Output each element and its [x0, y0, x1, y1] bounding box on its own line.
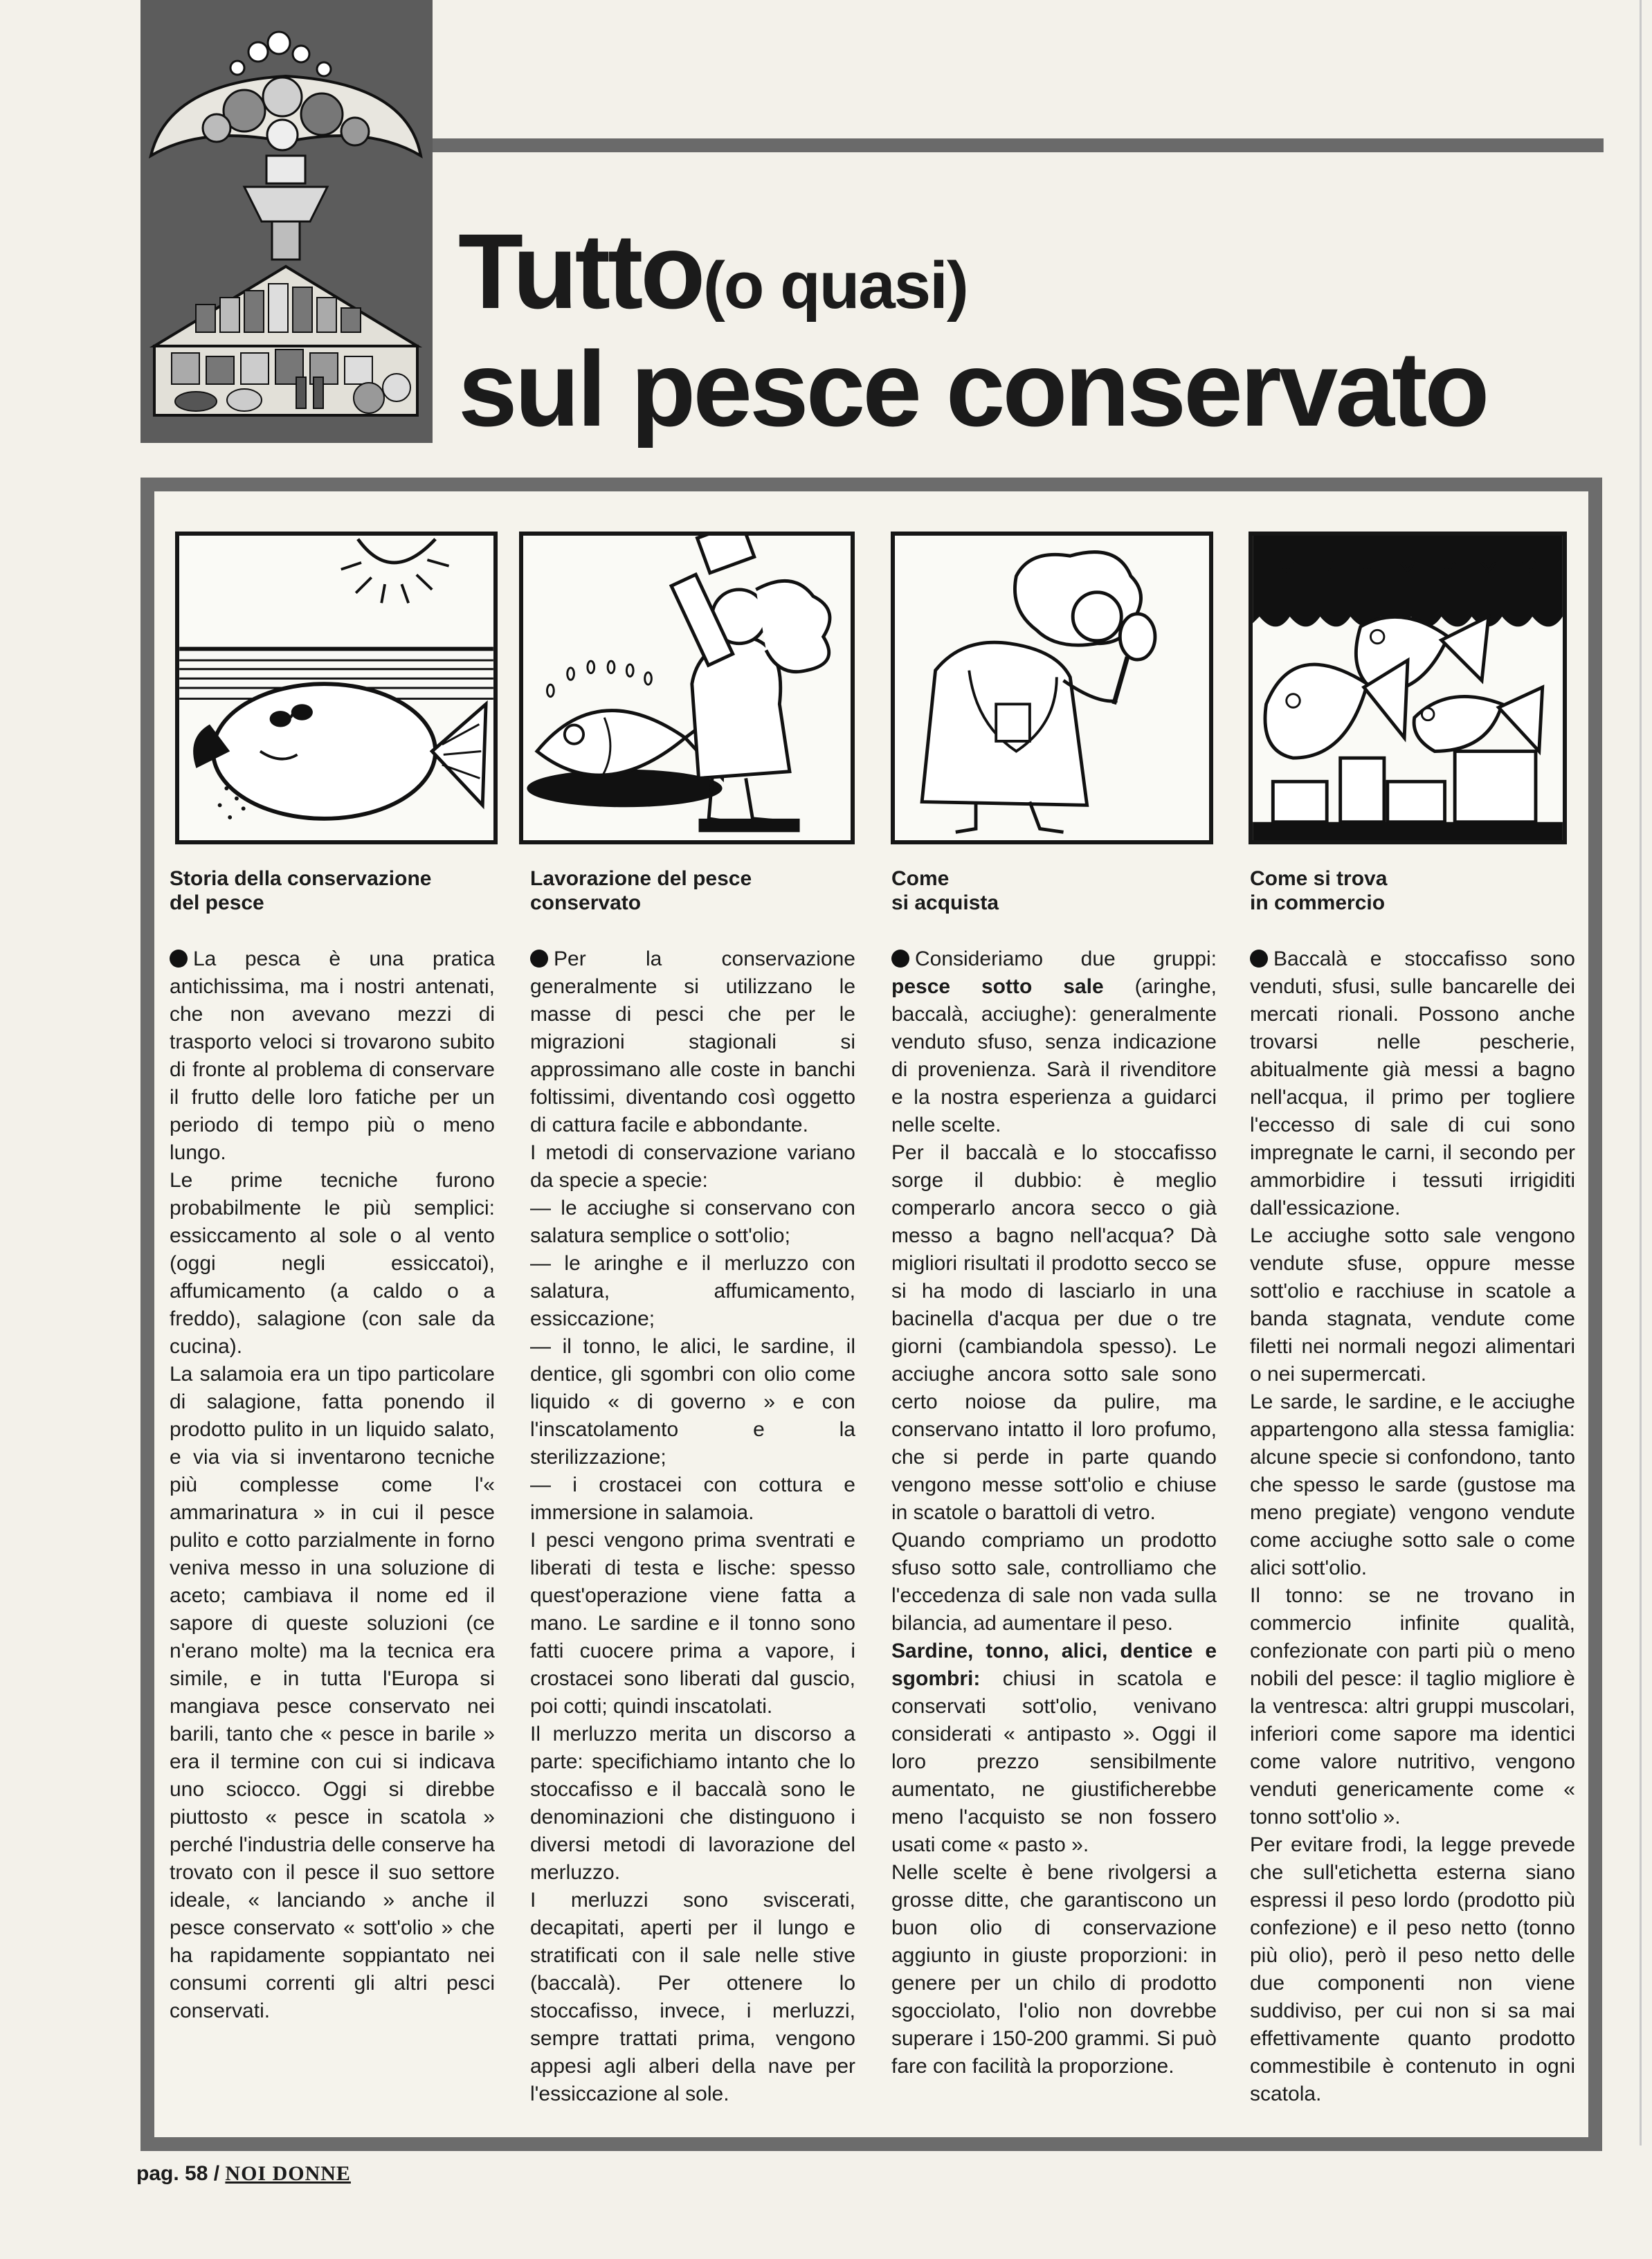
paragraph: — il tonno, le alici, le sardine, il dentice, gli sgombri con olio come liquido « di governo » e con l'inscatolamento e la sterilizzazione; — [530, 1335, 855, 1469]
paragraph: I pesci vengono prima sventrati e liberati di testa e lische: spesso quest'operazione viene fatta a mano. Le sardine e il tonno sono fatti cuocere prima a vapore, i crostacei sono liberati dal guscio, poi cotti; quindi inscatolati. — [530, 1529, 855, 1718]
cartoon-panel-cook-cleaver — [519, 532, 855, 844]
title-word: Tutto — [458, 212, 703, 331]
fruit-bowl-illustration — [140, 0, 433, 443]
column-body — [1250, 945, 1575, 2108]
paragraph: I metodi di conservazione variano da specie a specie: — [530, 1141, 855, 1192]
paragraph: — le aringhe e il merluzzo con salatura, affumicamento, essiccazione; — [530, 1252, 855, 1330]
article-title-line2: sul pesce conservato — [458, 329, 1487, 448]
bullet-icon — [170, 950, 188, 968]
paragraph: Per evitare frodi, la legge prevede che sull'etichetta esterna siano espressi il peso lordo (prodotto più confezione) e il peso netto (tonno più olio), però il peso netto delle due componenti non viene suddiviso, per cui non si sa mai effettivamente quanto prodotto commestibile è contenuto in ogni scatola. — [1250, 1833, 1575, 2105]
title-rule — [433, 138, 1604, 152]
paragraph: — le acciughe si conservano con salatura semplice o sott'olio; — [530, 1197, 855, 1247]
cartoon-panel-sun-fish — [175, 532, 498, 844]
paragraph: Consideriamo due gruppi: pesce sotto sale (aringhe, baccalà, acciughe): generalmente venduto sfuso, senza indicazione di provenienza. Sarà il rivenditore e la nostra esperienza a guidarci nelle scelte. — [891, 947, 1217, 1136]
article-title-line1 — [458, 212, 968, 331]
paragraph: Le acciughe sotto sale vengono vendute sfuse, oppure messe sott'olio e racchiuse in scatole a banda stagnata, vendute come filetti nei normali negozi alimentari o nei supermercati. — [1250, 1224, 1575, 1386]
paragraph: — i crostacei con cottura e immersione in salamoia. — [530, 1473, 855, 1524]
page-edge-line — [1640, 0, 1642, 2145]
paragraph: Le sarde, le sardine, e le acciughe appartengono alla stessa famiglia: alcune specie si confondono, tanto che spesso le sarde (gustose ma meno pregiate) vengono vendute come acciughe sotto sale o come alici sott'olio. — [1250, 1390, 1575, 1579]
cartoon-panel-canned-fish — [1249, 532, 1567, 844]
column-body — [891, 945, 1217, 2080]
bullet-icon — [530, 950, 548, 968]
paragraph: I merluzzi sono sviscerati, decapitati, aperti per il lungo e stratificati con il sale nelle stive (baccalà). Per ottenere lo stoccafisso, invece, i merluzzi, sempre trattati prima, vengono appesi agli alberi della nave per l'essiccazione al sole. — [530, 1889, 855, 2105]
paragraph: La pesca è una pratica antichissima, ma i nostri antenati, che non avevano mezzi di trasporto veloci si trovarono subito di fronte al problema di conservare il frutto delle loro fatiche per un periodo di tempo più o meno lungo. — [170, 947, 495, 1164]
column-heading: Lavorazione del pesce conservato — [530, 867, 752, 914]
fish-and-cans-drawing — [1253, 536, 1563, 840]
column-lavorazione — [530, 867, 855, 2108]
paragraph: Per la conservazione generalmente si utilizzano le masse di pesci che per le migrazioni stagionali si approssimano alle coste in banchi foltissimi, diventando così oggetto di cattura facile e abbondante. — [530, 947, 855, 1136]
sunbathing-fish-drawing — [179, 536, 493, 840]
magazine-name: NOI DONNE — [225, 2162, 351, 2185]
paragraph: Il merluzzo merita un discorso a parte: specifichiamo intanto che lo stoccafisso e il baccalà sono le denominazioni che distinguono i diversi metodi di lavorazione del merluzzo. — [530, 1723, 855, 1884]
column-heading: Storia della conservazione del pesce — [170, 867, 432, 914]
header-illustration — [140, 0, 433, 443]
paragraph: Nelle scelte è bene rivolgersi a grosse ditte, che garantiscono un buon olio di conservazione aggiunto in giuste proporzioni: in genere per un chilo di prodotto sgocciolato, l'olio non dovrebbe superare i 150-200 grammi. Si può fare con facilità la proporzione. — [891, 1861, 1217, 2078]
paragraph: Il tonno: se ne trovano in commercio infinite qualità, confezionate con parti più o meno nobili del pesce: il taglio migliore è la ventresca: altri gruppi muscolari, inferiori come sapore ma identici come valore nutritivo, vengono venduti genericamente come « tonno sott'olio ». — [1250, 1584, 1575, 1829]
column-body — [530, 945, 855, 2108]
page-number: pag. 58 — [136, 2162, 208, 2185]
column-storia — [170, 867, 495, 2025]
cook-cleaning-fish-drawing — [523, 536, 851, 840]
page-footer — [136, 2162, 351, 2186]
column-heading: Come si trova in commercio — [1250, 867, 1388, 914]
paragraph: Sardine, tonno, alici, dentice e sgombri: chiusi in scatola e conservati sott'olio, venivano considerati « antipasto ». Oggi il loro prezzo sensibilmente aumentato, ne giustificherebbe meno l'acquisto se non fossero usati come « pasto ». — [891, 1640, 1217, 1856]
paragraph: Baccalà e stoccafisso sono venduti, sfusi, sulle bancarelle dei mercati rionali. Possono anche trovarsi nelle pescherie, abitualmente già messi a bagno nell'acqua, il primo per togliere l'eccesso di sale di cui sono impregnate le carni, il secondo per ammorbidire i tessuti irrigiditi dall'essicazione. — [1250, 947, 1575, 1219]
column-body — [170, 945, 495, 2025]
column-come-si-trova — [1250, 867, 1575, 2108]
column-heading: Come si acquista — [891, 867, 999, 914]
footer-separator: / — [213, 2162, 220, 2185]
paragraph: La salamoia era un tipo particolare di salagione, fatta ponendo il prodotto pulito in un liquido salato, e via via si inventarono tecniche più complesse come l'« ammarinatura » in cui il pesce pulito e cotto parzialmente in forno veniva messo in una soluzione di aceto; cambiava il nome ed il sapore di queste soluzioni (ce n'erano molte) ma la tecnica era simile, e in tutta l'Europa si mangiava pesce conservato nei barili, tanto che « pesce in barile » era il termine con cui si indicava uno sciocco. Oggi si direbbe piuttosto « pesce in scatola » perché l'industria delle conserve ha trovato con il pesce il suo settore ideale, « lanciando » anche il pesce conservato « sott'olio » che ha rapidamente soppiantato nei consumi correnti gli altri pesci conservati. — [170, 1363, 495, 2022]
woman-inspecting-drawing — [895, 536, 1209, 840]
paragraph: Le prime tecniche furono probabilmente le più semplici: essiccamento al sole o al vento (oggi negli essiccatoi), affumicamento (a caldo o a freddo), salagione (con sale da cucina). — [170, 1169, 495, 1358]
bullet-icon — [1250, 950, 1268, 968]
bullet-icon — [891, 950, 909, 968]
paragraph: Per il baccalà e lo stoccafisso sorge il dubbio: è meglio comperarlo ancora secco o già messo a bagno nell'acqua? Dà migliori risultati il prodotto secco se si ha modo di lasciarlo in una bacinella d'acqua per due o tre giorni (cambiandola spesso). Le acciughe ancora sotto sale sono certo noiose da pulire, ma conservano intatto il loro profumo, che si perde in parte quando vengono messe sott'olio e chiuse in scatole o barattoli di vetro. — [891, 1141, 1217, 1524]
paragraph: Quando compriamo un prodotto sfuso sotto sale, controlliamo che l'eccedenza di sale non vada sulla bilancia, ad aumentare il peso. — [891, 1529, 1217, 1635]
cartoon-panel-woman-magnifier — [891, 532, 1213, 844]
title-parenthetical: (o quasi) — [702, 248, 968, 323]
column-come-si-acquista — [891, 867, 1217, 2080]
